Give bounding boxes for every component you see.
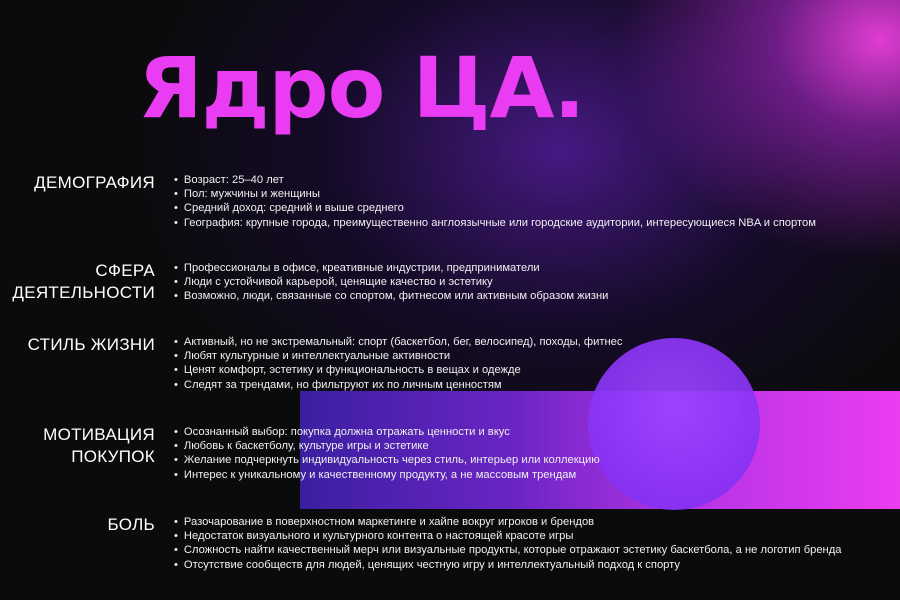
section-label [0,424,155,468]
list-item: • Профессионалы в офисе, креативные индустрии, предприниматели [174,261,608,275]
section-label-line: ДЕЯТЕЛЬНОСТИ [12,283,155,302]
list-item: • Возможно, люди, связанные со спортом, фитнесом или активным образом жизни [174,289,608,303]
section-label-line: ПОКУПОК [71,447,155,466]
page-title: Ядро ЦА. [138,39,585,137]
list-item: • Осознанный выбор: покупка должна отражать ценности и вкус [174,425,600,439]
list-item: • Разочарование в поверхностном маркетинге и хайпе вокруг игроков и брендов [174,515,841,529]
list-item: • Отсутствие сообществ для людей, ценящих честную игру и интеллектуальный подход к спорту [174,558,841,572]
list-item: • Сложность найти качественный мерч или визуальные продукты, которые отражают эстетику баскетбола, а не логотип бренда [174,543,841,557]
list-item: • Любят культурные и интеллектуальные активности [174,349,622,363]
section-label [0,260,155,304]
section-label [0,172,155,194]
list-item: • Люди с устойчивой карьерой, ценящие качество и эстетику [174,275,608,289]
bullet-list [174,173,816,230]
bullet-list [174,515,841,572]
section-label-line: БОЛЬ [107,515,155,534]
section-label [0,334,155,356]
list-item: • Любовь к баскетболу, культуре игры и эстетике [174,439,600,453]
list-item: • Средний доход: средний и выше среднего [174,201,816,215]
list-item: • Следят за трендами, но фильтруют их по личным ценностям [174,378,622,392]
list-item: • Ценят комфорт, эстетику и функциональность в вещах и одежде [174,363,622,377]
list-item: • География: крупные города, преимущественно англоязычные или городские аудитории, интересующиеся NBA и спортом [174,216,816,230]
section-label-line: МОТИВАЦИЯ [43,425,155,444]
list-item: • Возраст: 25–40 лет [174,173,816,187]
list-item: • Желание подчеркнуть индивидуальность через стиль, интерьер или коллекцию [174,453,600,467]
list-item: • Недостаток визуального и культурного контента о настоящей красоте игры [174,529,841,543]
bullet-list [174,425,600,482]
list-item: • Активный, но не экстремальный: спорт (баскетбол, бег, велосипед), походы, фитнес [174,335,622,349]
section-label-line: СФЕРА [95,261,155,280]
section-label-line: ДЕМОГРАФИЯ [34,173,155,192]
section-label-line: СТИЛЬ ЖИЗНИ [27,335,155,354]
list-item: • Интерес к уникальному и качественному продукту, а не массовым трендам [174,468,600,482]
bullet-list [174,335,622,392]
list-item: • Пол: мужчины и женщины [174,187,816,201]
section-label [0,514,155,536]
bullet-list [174,261,608,304]
